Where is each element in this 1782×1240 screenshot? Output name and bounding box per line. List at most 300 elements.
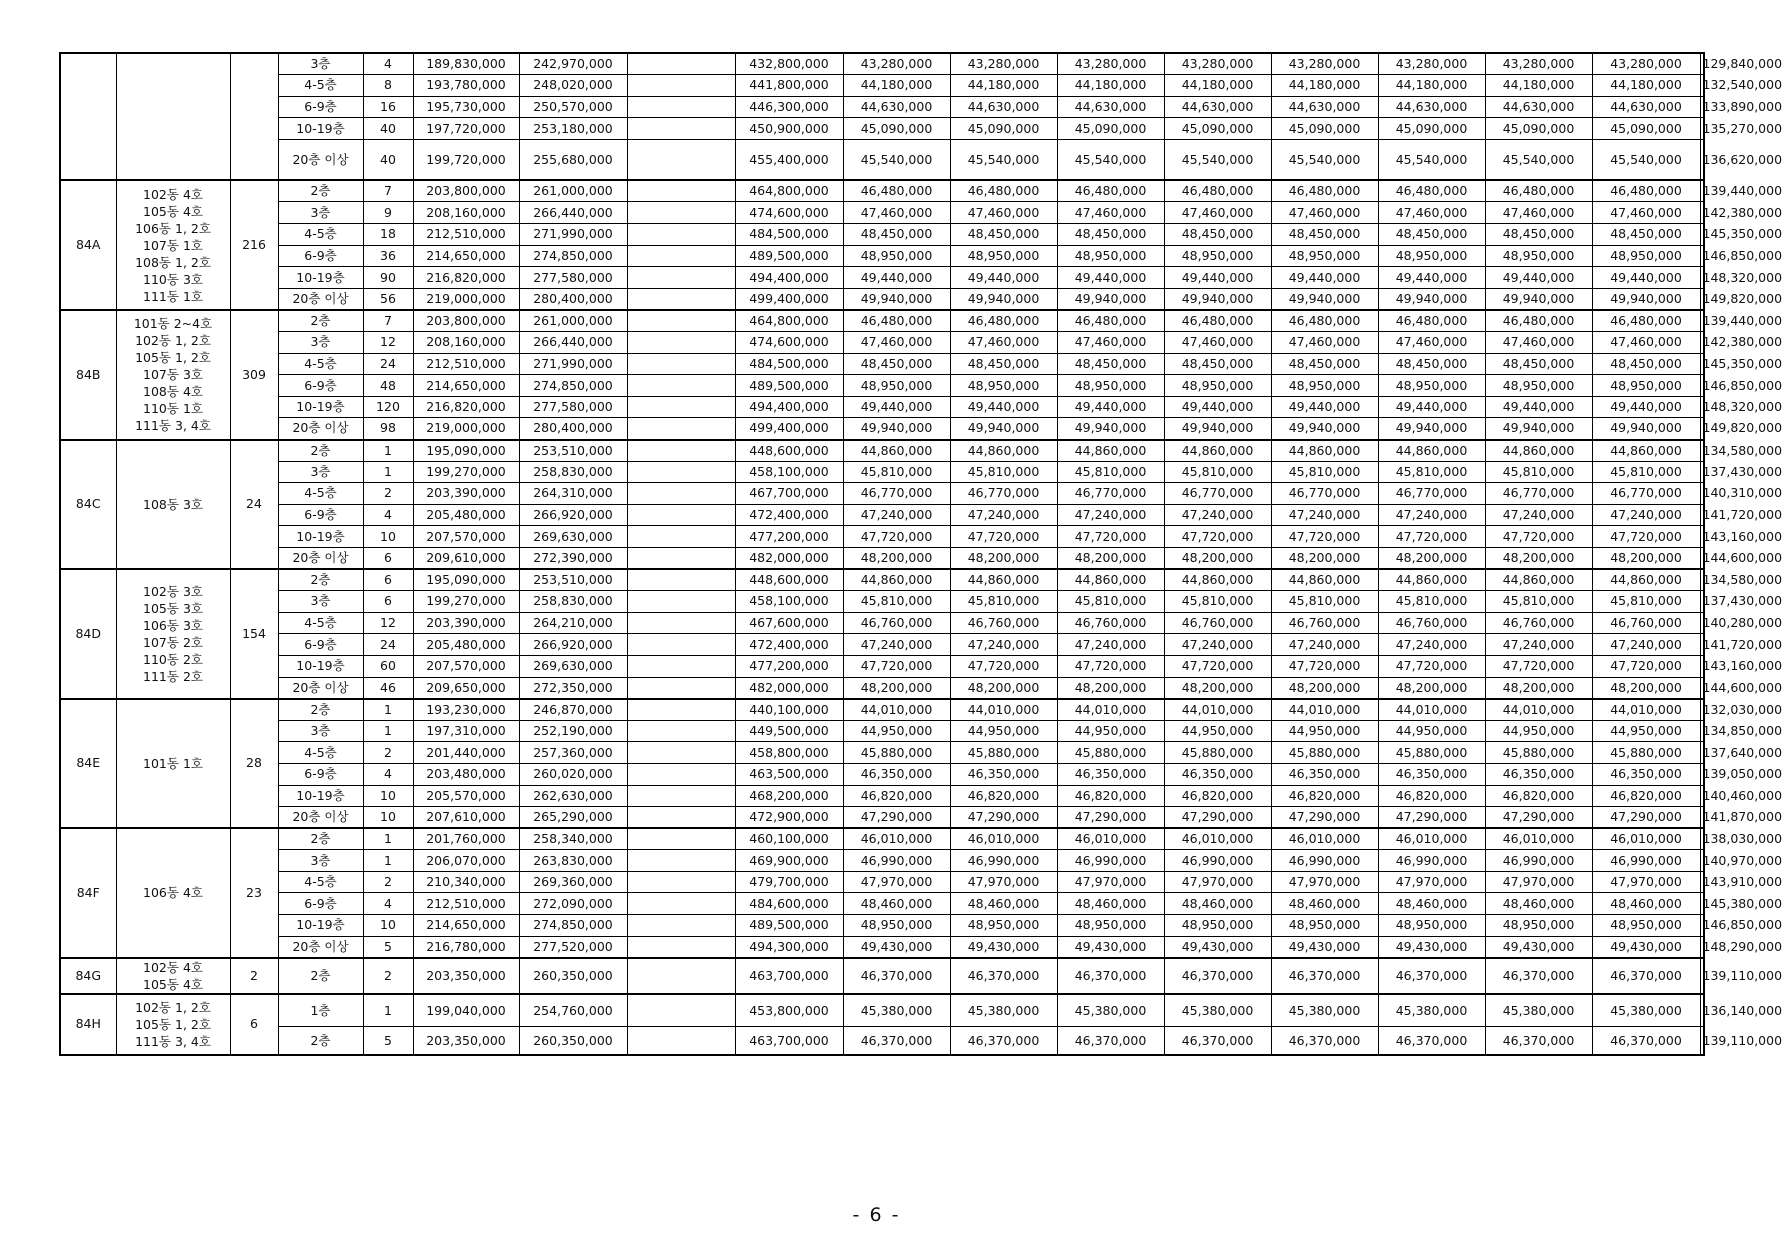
table-row: [60, 440, 1704, 462]
floor-cell: 4-5층: [278, 353, 363, 375]
installment-cell: 44,630,000: [1592, 96, 1700, 118]
building-cost-cell: 269,630,000: [519, 655, 627, 677]
land-cost-cell: 193,780,000: [413, 75, 519, 97]
dong-line: 105동 4호: [143, 203, 203, 219]
installment-cell: 48,950,000: [1592, 915, 1700, 937]
table-row: [60, 375, 1704, 397]
installment-cell: 47,720,000: [950, 526, 1057, 548]
building-cost-cell: 277,580,000: [519, 396, 627, 418]
total-price-cell: 472,400,000: [735, 634, 843, 656]
floor-cell: 4-5층: [278, 871, 363, 893]
floor-cell: 2층: [278, 310, 363, 332]
installment-cell: 49,440,000: [1378, 267, 1485, 289]
unit-count-cell: 7: [363, 180, 413, 202]
installment-cell: 48,950,000: [1271, 375, 1378, 397]
installment-cell: 49,430,000: [1485, 936, 1592, 958]
installment-cell: 47,720,000: [1378, 526, 1485, 548]
installment-cell: 47,290,000: [843, 807, 950, 829]
balance-cell: 144,600,000: [1700, 547, 1704, 569]
vat-cell: [627, 1027, 735, 1055]
installment-cell: 49,440,000: [950, 396, 1057, 418]
installment-cell: 47,970,000: [1378, 871, 1485, 893]
installment-cell: 46,010,000: [1592, 828, 1700, 850]
table-row: [60, 893, 1704, 915]
total-price-cell: 448,600,000: [735, 440, 843, 462]
installment-cell: 44,860,000: [1485, 440, 1592, 462]
building-cost-cell: 266,440,000: [519, 202, 627, 224]
table-row: [60, 526, 1704, 548]
installment-cell: 48,950,000: [1271, 245, 1378, 267]
installment-cell: 48,950,000: [1057, 915, 1164, 937]
installment-cell: 44,860,000: [1164, 440, 1271, 462]
installment-cell: 46,480,000: [1485, 310, 1592, 332]
installment-cell: 45,090,000: [843, 118, 950, 140]
table-row: [60, 180, 1704, 202]
dong-line: 102동 1, 2호: [135, 999, 211, 1015]
total-units-cell: [230, 53, 278, 180]
dong-line: 101동 1호: [143, 755, 203, 771]
table-row: [60, 202, 1704, 224]
floor-cell: 6-9층: [278, 245, 363, 267]
installment-cell: 48,200,000: [1057, 677, 1164, 699]
installment-cell: 47,720,000: [1271, 655, 1378, 677]
total-price-cell: 484,500,000: [735, 224, 843, 246]
total-price-cell: 489,500,000: [735, 915, 843, 937]
installment-cell: 44,860,000: [1592, 569, 1700, 591]
unit-count-cell: 12: [363, 612, 413, 634]
total-price-cell: 479,700,000: [735, 871, 843, 893]
installment-cell: 48,450,000: [950, 224, 1057, 246]
table-row: [60, 547, 1704, 569]
installment-cell: 45,380,000: [1057, 994, 1164, 1027]
total-price-cell: 494,400,000: [735, 267, 843, 289]
installment-cell: 44,010,000: [843, 699, 950, 721]
balance-cell: 141,870,000: [1700, 807, 1704, 829]
balance-cell: 134,850,000: [1700, 720, 1704, 742]
installment-cell: 46,480,000: [1592, 310, 1700, 332]
installment-cell: 48,950,000: [1164, 915, 1271, 937]
unit-count-cell: 98: [363, 418, 413, 440]
land-cost-cell: 203,480,000: [413, 763, 519, 785]
total-price-cell: 472,400,000: [735, 504, 843, 526]
total-price-cell: 460,100,000: [735, 828, 843, 850]
vat-cell: [627, 332, 735, 354]
total-price-cell: 489,500,000: [735, 375, 843, 397]
table-row: [60, 677, 1704, 699]
total-price-cell: 458,100,000: [735, 591, 843, 613]
land-cost-cell: 197,310,000: [413, 720, 519, 742]
unit-count-cell: 10: [363, 915, 413, 937]
dong-line: 107동 1호: [143, 237, 203, 253]
installment-cell: 46,370,000: [843, 958, 950, 994]
installment-cell: 46,770,000: [1164, 483, 1271, 505]
installment-cell: 46,480,000: [1271, 180, 1378, 202]
installment-cell: 48,450,000: [1485, 353, 1592, 375]
installment-cell: 46,480,000: [1592, 180, 1700, 202]
floor-cell: 20층 이상: [278, 547, 363, 569]
balance-cell: 146,850,000: [1700, 915, 1704, 937]
installment-cell: 49,440,000: [1485, 396, 1592, 418]
installment-cell: 47,720,000: [1057, 526, 1164, 548]
table-row: [60, 396, 1704, 418]
installment-cell: 46,370,000: [1164, 958, 1271, 994]
vat-cell: [627, 202, 735, 224]
installment-cell: 45,810,000: [1592, 591, 1700, 613]
balance-cell: 134,580,000: [1700, 569, 1704, 591]
installment-cell: 43,280,000: [1057, 53, 1164, 75]
installment-cell: 45,090,000: [1485, 118, 1592, 140]
total-price-cell: 446,300,000: [735, 96, 843, 118]
installment-cell: 47,290,000: [1592, 807, 1700, 829]
unit-count-cell: 1: [363, 994, 413, 1027]
installment-cell: 46,770,000: [1271, 483, 1378, 505]
installment-cell: 48,200,000: [950, 547, 1057, 569]
land-cost-cell: 199,270,000: [413, 461, 519, 483]
unit-count-cell: 12: [363, 332, 413, 354]
installment-cell: 47,240,000: [1378, 634, 1485, 656]
installment-cell: 44,630,000: [1164, 96, 1271, 118]
land-cost-cell: 214,650,000: [413, 375, 519, 397]
installment-cell: 47,460,000: [1378, 332, 1485, 354]
building-cost-cell: 271,990,000: [519, 224, 627, 246]
total-price-cell: 494,300,000: [735, 936, 843, 958]
building-cost-cell: 269,360,000: [519, 871, 627, 893]
floor-cell: 6-9층: [278, 634, 363, 656]
installment-cell: 44,950,000: [843, 720, 950, 742]
installment-cell: 47,970,000: [1271, 871, 1378, 893]
land-cost-cell: 203,800,000: [413, 180, 519, 202]
installment-cell: 45,540,000: [1164, 139, 1271, 180]
dong-line: 102동 4호: [143, 186, 203, 202]
installment-cell: 46,760,000: [1378, 612, 1485, 634]
housing-type-cell: 84B: [60, 310, 116, 440]
installment-cell: 46,480,000: [1164, 180, 1271, 202]
installment-cell: 47,720,000: [1164, 655, 1271, 677]
floor-cell: 10-19층: [278, 526, 363, 548]
installment-cell: 48,460,000: [1485, 893, 1592, 915]
installment-cell: 46,990,000: [950, 850, 1057, 872]
land-cost-cell: 199,040,000: [413, 994, 519, 1027]
installment-cell: 45,810,000: [1164, 461, 1271, 483]
floor-cell: 2층: [278, 828, 363, 850]
installment-cell: 45,810,000: [1378, 461, 1485, 483]
land-cost-cell: 216,780,000: [413, 936, 519, 958]
installment-cell: 48,950,000: [1592, 245, 1700, 267]
dong-line: 108동 1, 2호: [135, 254, 211, 270]
floor-cell: 6-9층: [278, 763, 363, 785]
installment-cell: 46,370,000: [1057, 1027, 1164, 1055]
installment-cell: 46,480,000: [1164, 310, 1271, 332]
installment-cell: 44,950,000: [1271, 720, 1378, 742]
installment-cell: 46,350,000: [1378, 763, 1485, 785]
installment-cell: 49,940,000: [1592, 288, 1700, 310]
floor-cell: 2층: [278, 958, 363, 994]
land-cost-cell: 203,390,000: [413, 612, 519, 634]
vat-cell: [627, 245, 735, 267]
installment-cell: 46,350,000: [1485, 763, 1592, 785]
balance-cell: 143,160,000: [1700, 655, 1704, 677]
land-cost-cell: 219,000,000: [413, 288, 519, 310]
installment-cell: 47,720,000: [1485, 655, 1592, 677]
dong-unit-cell: [116, 180, 230, 310]
floor-cell: 6-9층: [278, 504, 363, 526]
balance-cell: 148,320,000: [1700, 267, 1704, 289]
floor-cell: 4-5층: [278, 612, 363, 634]
land-cost-cell: 203,800,000: [413, 310, 519, 332]
installment-cell: 48,450,000: [1271, 353, 1378, 375]
land-cost-cell: 203,350,000: [413, 958, 519, 994]
land-cost-cell: 203,390,000: [413, 483, 519, 505]
unit-count-cell: 36: [363, 245, 413, 267]
unit-count-cell: 4: [363, 893, 413, 915]
installment-cell: 49,430,000: [1271, 936, 1378, 958]
total-price-cell: 449,500,000: [735, 720, 843, 742]
unit-count-cell: 40: [363, 118, 413, 140]
installment-cell: 48,950,000: [1271, 915, 1378, 937]
installment-cell: 49,440,000: [843, 396, 950, 418]
installment-cell: 48,950,000: [1378, 375, 1485, 397]
installment-cell: 48,950,000: [1378, 245, 1485, 267]
balance-cell: 140,460,000: [1700, 785, 1704, 807]
installment-cell: 45,380,000: [1485, 994, 1592, 1027]
installment-cell: 46,990,000: [1378, 850, 1485, 872]
installment-cell: 46,370,000: [1164, 1027, 1271, 1055]
dong-unit-cell: [116, 994, 230, 1055]
building-cost-cell: 257,360,000: [519, 742, 627, 764]
land-cost-cell: 195,090,000: [413, 569, 519, 591]
unit-count-cell: 2: [363, 958, 413, 994]
vat-cell: [627, 699, 735, 721]
installment-cell: 46,480,000: [1057, 180, 1164, 202]
building-cost-cell: 262,630,000: [519, 785, 627, 807]
dong-line: 111동 3, 4호: [135, 418, 211, 434]
installment-cell: 47,290,000: [1485, 807, 1592, 829]
installment-cell: 48,950,000: [950, 915, 1057, 937]
installment-cell: 46,990,000: [1485, 850, 1592, 872]
building-cost-cell: 266,920,000: [519, 634, 627, 656]
installment-cell: 45,090,000: [1271, 118, 1378, 140]
installment-cell: 48,450,000: [1378, 224, 1485, 246]
vat-cell: [627, 288, 735, 310]
land-cost-cell: 207,570,000: [413, 655, 519, 677]
table-row: [60, 655, 1704, 677]
installment-cell: 44,630,000: [1057, 96, 1164, 118]
installment-cell: 47,720,000: [950, 655, 1057, 677]
total-units-cell: 154: [230, 569, 278, 699]
vat-cell: [627, 807, 735, 829]
unit-count-cell: 10: [363, 526, 413, 548]
floor-cell: 2층: [278, 569, 363, 591]
dong-line: 110동 2호: [143, 651, 203, 667]
installment-cell: 49,940,000: [1485, 418, 1592, 440]
table-row: [60, 418, 1704, 440]
installment-cell: 45,380,000: [1164, 994, 1271, 1027]
installment-cell: 48,200,000: [1378, 677, 1485, 699]
balance-cell: 138,030,000: [1700, 828, 1704, 850]
installment-cell: 47,720,000: [1378, 655, 1485, 677]
installment-cell: 49,940,000: [950, 288, 1057, 310]
installment-cell: 49,940,000: [1271, 418, 1378, 440]
installment-cell: 48,200,000: [1057, 547, 1164, 569]
installment-cell: 48,950,000: [843, 915, 950, 937]
building-cost-cell: 274,850,000: [519, 915, 627, 937]
dong-unit-cell: [116, 828, 230, 958]
installment-cell: 44,010,000: [1164, 699, 1271, 721]
installment-cell: 45,810,000: [1271, 461, 1378, 483]
housing-type-cell: 84E: [60, 699, 116, 829]
installment-cell: 45,810,000: [950, 461, 1057, 483]
unit-count-cell: 10: [363, 807, 413, 829]
unit-count-cell: 4: [363, 504, 413, 526]
unit-count-cell: 2: [363, 871, 413, 893]
installment-cell: 47,460,000: [950, 332, 1057, 354]
land-cost-cell: 189,830,000: [413, 53, 519, 75]
installment-cell: 49,440,000: [843, 267, 950, 289]
land-cost-cell: 203,350,000: [413, 1027, 519, 1055]
installment-cell: 46,010,000: [1271, 828, 1378, 850]
land-cost-cell: 195,090,000: [413, 440, 519, 462]
building-cost-cell: 266,440,000: [519, 332, 627, 354]
balance-cell: 143,910,000: [1700, 871, 1704, 893]
installment-cell: 46,370,000: [1271, 958, 1378, 994]
installment-cell: 48,200,000: [1592, 547, 1700, 569]
floor-cell: 10-19층: [278, 915, 363, 937]
installment-cell: 46,010,000: [843, 828, 950, 850]
balance-cell: 139,110,000: [1700, 1027, 1704, 1055]
table-row: [60, 569, 1704, 591]
housing-type-cell: 84D: [60, 569, 116, 699]
floor-cell: 20층 이상: [278, 418, 363, 440]
installment-cell: 47,240,000: [1485, 634, 1592, 656]
installment-cell: 45,810,000: [950, 591, 1057, 613]
installment-cell: 47,970,000: [1485, 871, 1592, 893]
unit-count-cell: 1: [363, 699, 413, 721]
installment-cell: 46,760,000: [1057, 612, 1164, 634]
unit-count-cell: 2: [363, 742, 413, 764]
vat-cell: [627, 96, 735, 118]
dong-line: 110동 1호: [143, 401, 203, 417]
land-cost-cell: 201,440,000: [413, 742, 519, 764]
installment-cell: 49,440,000: [950, 267, 1057, 289]
total-units-cell: 309: [230, 310, 278, 440]
land-cost-cell: 207,570,000: [413, 526, 519, 548]
installment-cell: 49,940,000: [1164, 288, 1271, 310]
installment-cell: 48,460,000: [1592, 893, 1700, 915]
installment-cell: 47,460,000: [1057, 202, 1164, 224]
installment-cell: 44,860,000: [1592, 440, 1700, 462]
installment-cell: 49,440,000: [1485, 267, 1592, 289]
balance-cell: 139,110,000: [1700, 958, 1704, 994]
installment-cell: 45,540,000: [843, 139, 950, 180]
installment-cell: 47,970,000: [1057, 871, 1164, 893]
vat-cell: [627, 396, 735, 418]
floor-cell: 10-19층: [278, 785, 363, 807]
total-price-cell: 468,200,000: [735, 785, 843, 807]
vat-cell: [627, 504, 735, 526]
building-cost-cell: 271,990,000: [519, 353, 627, 375]
installment-cell: 44,180,000: [1378, 75, 1485, 97]
vat-cell: [627, 483, 735, 505]
installment-cell: 46,770,000: [1057, 483, 1164, 505]
dong-line: 105동 1, 2호: [135, 1016, 211, 1032]
installment-cell: 45,810,000: [1485, 461, 1592, 483]
installment-cell: 46,350,000: [1164, 763, 1271, 785]
installment-cell: 47,720,000: [1271, 526, 1378, 548]
balance-cell: 132,540,000: [1700, 75, 1704, 97]
installment-cell: 47,460,000: [1592, 332, 1700, 354]
land-cost-cell: 199,270,000: [413, 591, 519, 613]
balance-cell: 149,820,000: [1700, 288, 1704, 310]
table-row: [60, 310, 1704, 332]
vat-cell: [627, 612, 735, 634]
installment-cell: 45,540,000: [1057, 139, 1164, 180]
floor-cell: 20층 이상: [278, 807, 363, 829]
land-cost-cell: 207,610,000: [413, 807, 519, 829]
total-price-cell: 464,800,000: [735, 180, 843, 202]
installment-cell: 47,240,000: [1378, 504, 1485, 526]
installment-cell: 44,010,000: [1592, 699, 1700, 721]
installment-cell: 43,280,000: [843, 53, 950, 75]
installment-cell: 46,760,000: [843, 612, 950, 634]
dong-line: 111동 2호: [143, 668, 203, 684]
balance-cell: 136,140,000: [1700, 994, 1704, 1027]
land-cost-cell: 193,230,000: [413, 699, 519, 721]
unit-count-cell: 18: [363, 224, 413, 246]
land-cost-cell: 219,000,000: [413, 418, 519, 440]
installment-cell: 48,950,000: [1057, 375, 1164, 397]
table-row: [60, 288, 1704, 310]
balance-cell: 134,580,000: [1700, 440, 1704, 462]
installment-cell: 45,810,000: [843, 591, 950, 613]
unit-count-cell: 24: [363, 353, 413, 375]
total-price-cell: 489,500,000: [735, 245, 843, 267]
land-cost-cell: 216,820,000: [413, 396, 519, 418]
floor-cell: 20층 이상: [278, 677, 363, 699]
unit-count-cell: 9: [363, 202, 413, 224]
installment-cell: 49,940,000: [843, 288, 950, 310]
total-price-cell: 482,000,000: [735, 547, 843, 569]
installment-cell: 44,860,000: [843, 569, 950, 591]
vat-cell: [627, 353, 735, 375]
installment-cell: 47,720,000: [1164, 526, 1271, 548]
dong-line: 106동 4호: [143, 885, 203, 901]
dong-unit-cell: [116, 569, 230, 699]
vat-cell: [627, 785, 735, 807]
installment-cell: 46,010,000: [1057, 828, 1164, 850]
installment-cell: 46,760,000: [950, 612, 1057, 634]
balance-cell: 140,280,000: [1700, 612, 1704, 634]
table-row: [60, 871, 1704, 893]
building-cost-cell: 261,000,000: [519, 310, 627, 332]
installment-cell: 48,200,000: [1485, 547, 1592, 569]
unit-count-cell: 4: [363, 763, 413, 785]
building-cost-cell: 274,850,000: [519, 245, 627, 267]
building-cost-cell: 252,190,000: [519, 720, 627, 742]
balance-cell: 142,380,000: [1700, 332, 1704, 354]
floor-cell: 3층: [278, 850, 363, 872]
installment-cell: 46,370,000: [1057, 958, 1164, 994]
installment-cell: 48,200,000: [1164, 677, 1271, 699]
installment-cell: 48,450,000: [1164, 353, 1271, 375]
building-cost-cell: 264,310,000: [519, 483, 627, 505]
table-row: [60, 139, 1704, 180]
building-cost-cell: 258,340,000: [519, 828, 627, 850]
installment-cell: 46,010,000: [1485, 828, 1592, 850]
table-row: [60, 936, 1704, 958]
installment-cell: 46,480,000: [950, 180, 1057, 202]
total-units-cell: 216: [230, 180, 278, 310]
total-price-cell: 494,400,000: [735, 396, 843, 418]
